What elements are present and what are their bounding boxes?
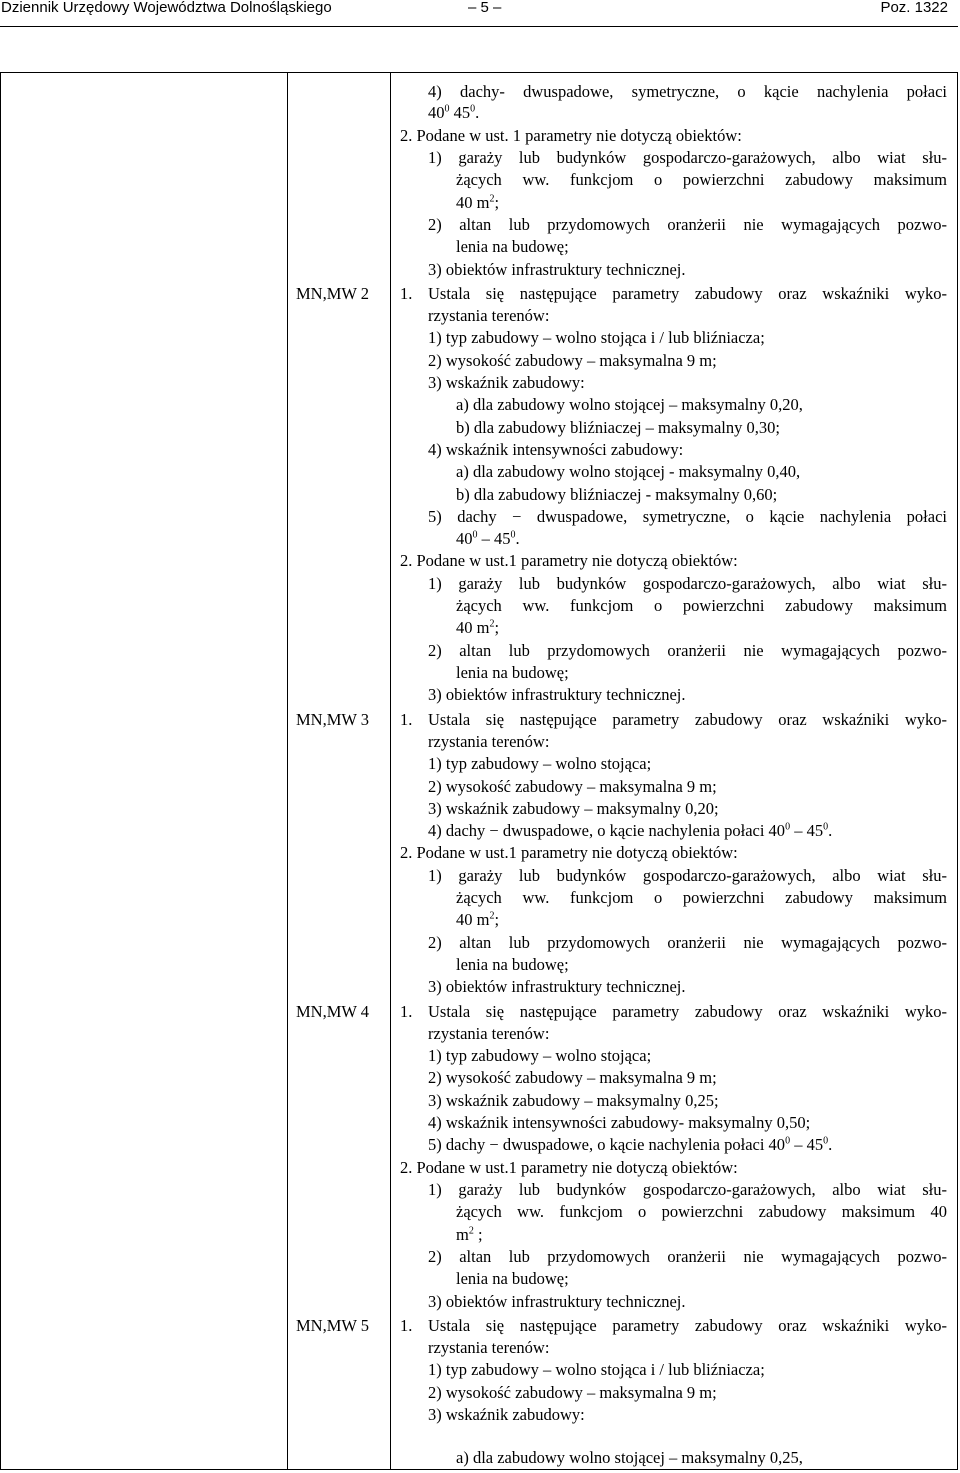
table-column-divider [287,72,288,1470]
text-line: a) dla zabudowy wolno stojącej – maksymalny 0,20, [456,395,803,415]
text-line: 1) typ zabudowy – wolno stojąca; [428,1046,652,1066]
text-line: żących ww. funkcjom o powierzchni zabudowy maksimum 40 [456,1202,947,1222]
text-line: 2) wysokość zabudowy – maksymalna 9 m; [428,350,717,370]
text-line: a) dla zabudowy wolno stojącej - maksymalny 0,40, [456,462,801,482]
text-line: $40^0$ $45^0$. [428,103,480,123]
text-line: lenia na budowę; [456,663,569,683]
text-line: lenia na budowę; [456,1269,569,1289]
text-line: 3) obiektów infrastruktury technicznej. [428,977,686,997]
text-line: 1) garaży lub budynków gospodarczo-garażowych, albo wiat słu- [428,573,947,593]
text-line: 2. Podane w ust.1 parametry nie dotyczą obiektów: [400,1157,738,1177]
header-rule [0,26,958,27]
text-line: $40^0 - 45^0$. [456,529,520,549]
table-column-divider [390,72,391,1470]
text-line: 1) typ zabudowy – wolno stojąca; [428,754,652,774]
text-line: 3) wskaźnik zabudowy: [428,1405,585,1425]
text-line: 3) obiektów infrastruktury technicznej. [428,1291,686,1311]
position-number: Poz. 1322 [880,0,948,16]
text-line: 1. Ustala się następujące parametry zabudowy oraz wskaźniki wyko- [400,283,947,303]
page-header [0,0,958,27]
text-line: 3) wskaźnik zabudowy – maksymalny 0,20; [428,798,719,818]
text-line: 1) typ zabudowy – wolno stojąca i / lub bliźniacza; [428,1360,765,1380]
text-line: $m^2$ ; [456,1224,483,1244]
text-line: 1) garaży lub budynków gospodarczo-garażowych, albo wiat słu- [428,147,947,167]
text-line: 2) altan lub przydomowych oranżerii nie wymagających pozwo- [428,1246,947,1266]
text-line: 1. Ustala się następujące parametry zabudowy oraz wskaźniki wyko- [400,709,947,729]
zone-label: MN,MW 4 [296,1001,370,1021]
text-line: 4) wskaźnik intensywności zabudowy- maksymalny 0,50; [428,1113,811,1133]
text-line: żących ww. funkcjom o powierzchni zabudowy maksimum [456,596,947,616]
text-line: 2) wysokość zabudowy – maksymalna 9 m; [428,1068,717,1088]
text-line: 40 $m^2$; [456,910,500,930]
text-line: 5) dachy − dwuspadowe, symetryczne, o kącie nachylenia połaci [428,506,947,526]
text-line: 5) dachy − dwuspadowe, o kącie nachylenia połaci $40^0 - 45^0$. [428,1135,833,1155]
journal-title: Dziennik Urzędowy Województwa Dolnośląskiego [1,0,332,16]
text-line: żących ww. funkcjom o powierzchni zabudowy maksimum [456,170,947,190]
text-line: 2) altan lub przydomowych oranżerii nie wymagających pozwo- [428,932,947,952]
text-line: 1. Ustala się następujące parametry zabudowy oraz wskaźniki wyko- [400,1315,947,1335]
text-line: 40 $m^2$; [456,618,500,638]
text-line: 2) wysokość zabudowy – maksymalna 9 m; [428,776,717,796]
text-line: 2) altan lub przydomowych oranżerii nie wymagających pozwo- [428,214,947,234]
text-line: b) dla zabudowy bliźniaczej - maksymalny 0,60; [456,484,778,504]
text-line: rzystania terenów: [428,306,550,326]
zone-label: MN,MW 3 [296,709,370,729]
text-line: 40 $m^2$; [456,192,500,212]
text-line: 3) obiektów infrastruktury technicznej. [428,685,686,705]
text-line: żących ww. funkcjom o powierzchni zabudowy maksimum [456,888,947,908]
text-line: rzystania terenów: [428,731,550,751]
text-line: 1) typ zabudowy – wolno stojąca i / lub bliźniacza; [428,328,765,348]
text-line: 3) wskaźnik zabudowy – maksymalny 0,25; [428,1090,719,1110]
text-line: 2) wysokość zabudowy – maksymalna 9 m; [428,1382,717,1402]
text-line: rzystania terenów: [428,1023,550,1043]
text-line: rzystania terenów: [428,1338,550,1358]
text-line: 1) garaży lub budynków gospodarczo-garażowych, albo wiat słu- [428,865,947,885]
text-line: 2. Podane w ust.1 parametry nie dotyczą obiektów: [400,843,738,863]
zone-label: MN,MW 2 [296,283,370,303]
text-line: 2. Podane w ust. 1 parametry nie dotyczą obiektów: [400,125,742,145]
text-line: lenia na budowę; [456,237,569,257]
text-line: 3) obiektów infrastruktury technicznej. [428,259,686,279]
text-line: 1) garaży lub budynków gospodarczo-garażowych, albo wiat słu- [428,1180,947,1200]
text-line: 4) dachy- dwuspadowe, symetryczne, o kącie nachylenia połaci [428,82,947,101]
text-line: 1. Ustala się następujące parametry zabudowy oraz wskaźniki wyko- [400,1001,947,1021]
text-line: 4) wskaźnik intensywności zabudowy: [428,439,684,459]
text-line: 4) dachy − dwuspadowe, o kącie nachylenia połaci $40^0 - 45^0$. [428,821,833,841]
page-number: – 5 – [468,0,502,16]
text-line: lenia na budowę; [456,955,569,974]
zone-label: MN,MW 5 [296,1315,370,1335]
text-line: b) dla zabudowy bliźniaczej – maksymalny 0,30; [456,417,780,437]
text-line: 2. Podane w ust.1 parametry nie dotyczą obiektów: [400,551,738,571]
text-line: 3) wskaźnik zabudowy: [428,373,585,392]
text-line: 2) altan lub przydomowych oranżerii nie wymagających pozwo- [428,640,947,660]
text-line: a) dla zabudowy wolno stojącej – maksymalny 0,25, [456,1448,803,1467]
